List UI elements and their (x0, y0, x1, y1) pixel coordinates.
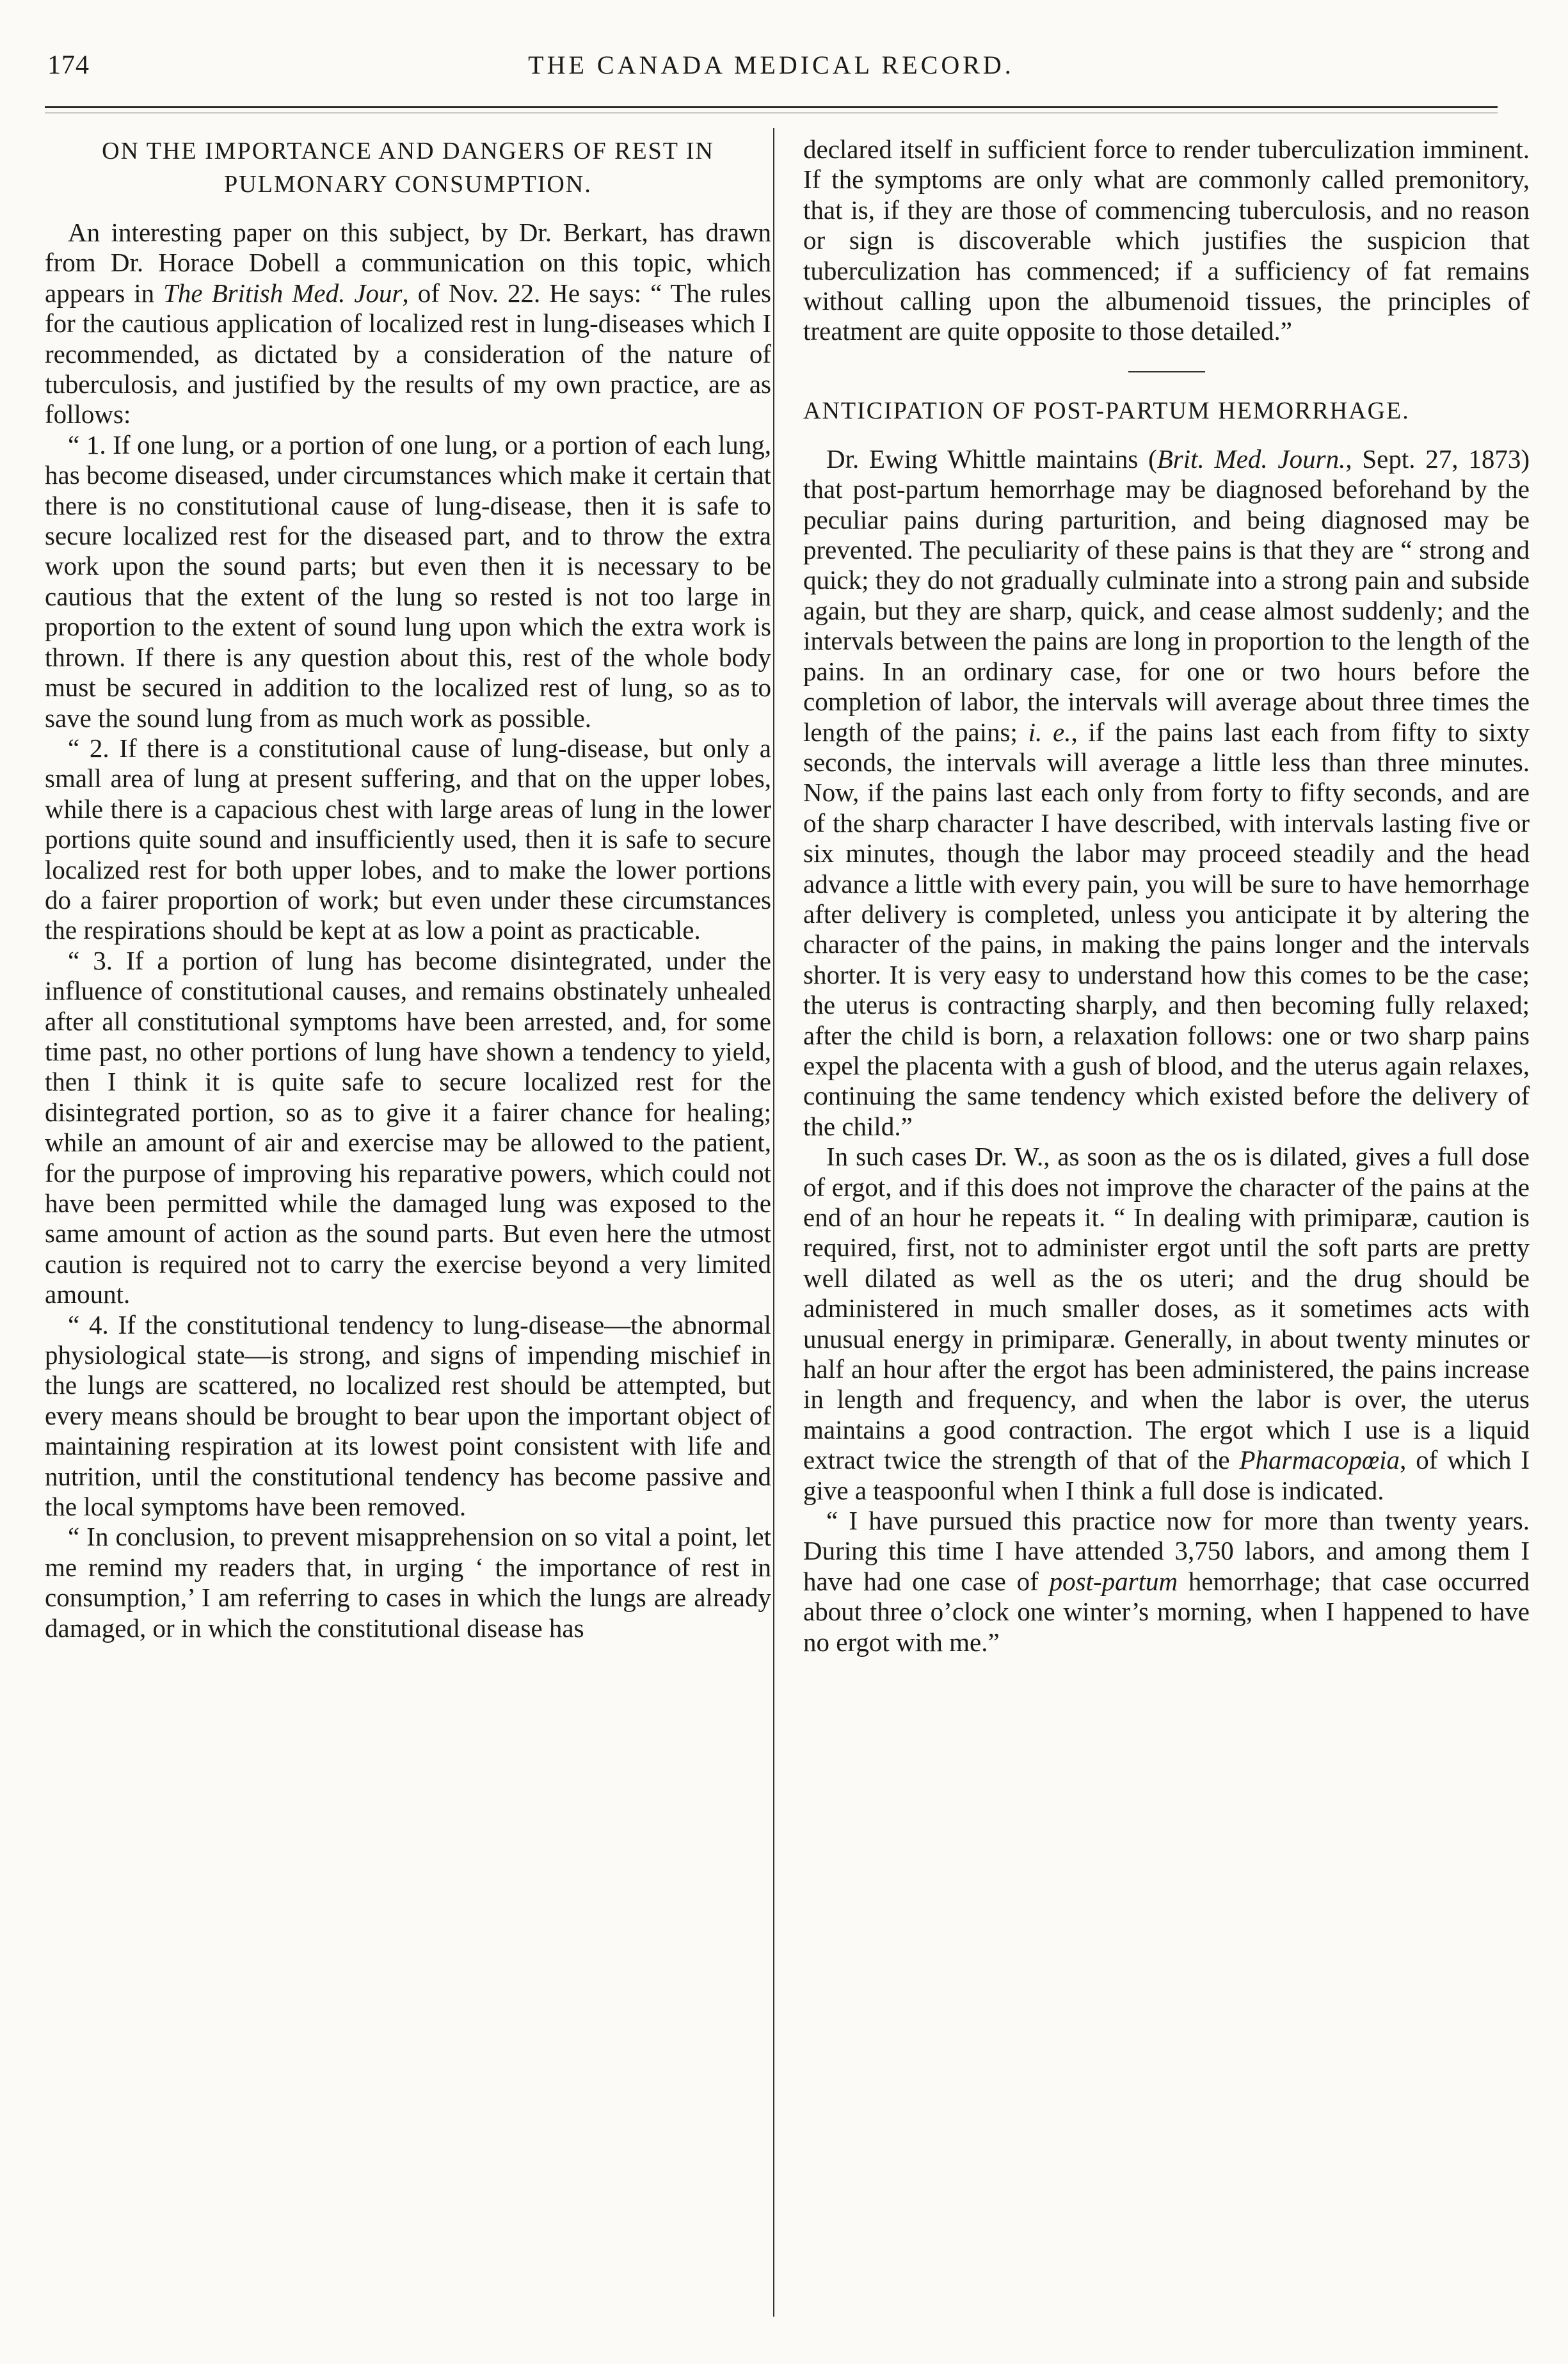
section-separator (1128, 371, 1205, 372)
article-title-rest-consumption: ON THE IMPORTANCE AND DANGERS OF REST IN PULMONARY CONSUMPTION. (102, 138, 714, 198)
journal-citation-bmj: Brit. Med. Journ. (1156, 443, 1346, 474)
ergot-text-a: In such cases Dr. W., as soon as the os is dilated, gives a full dose of ergot, and if this does not improve the character of the pains at the end of an hour he repeats it. “ In dealing with primiparæ, caution is required, first, not to administer ergot until the soft parts are pretty well dilated as well as the os uteri; and the drug should be administered in much smaller doses, as it sometimes acts with unusual energy in primiparæ. Generally, in about twenty minutes or half an hour after the ergot has been administered, the pains increase in length and frequency, and when the labor is over, the uterus maintains a good contraction. The ergot which I use is a liquid extract twice the strength of that of the (803, 1142, 1530, 1475)
whittle-text-c: , if the pains last each from fifty to sixty seconds, the intervals will average a little less than three minutes. Now, if the pains last each only from forty to fifty seconds, and are of the sharp character I have described, with intervals lasting five or six minutes, though the labor may proceed steadily and the head advance a little with every pain, you will be sure to have hemorrhage after delivery is completed, unless you anticipate it by altering the character of the pains, in making the pains longer and the intervals shorter. It is very easy to understand how this comes to be the case; the uterus is contracting sharply, and then becoming fully relaxed; after the child is born, a relaxation follows: one or two sharp pains expel the placenta with a gush of blood, and the uterus again relaxes, continuing the same tendency which existed before the delivery of the child.” (803, 717, 1530, 1141)
paragraph-rule-2: “ 2. If there is a constitutional cause of lung-disease, but only a small area of lung at present suffering, and that on the upper lobes, while there is a capacious chest with large areas of lung in the lower portions quite sound and insufficiently used, then it is safe to secure localized rest for both upper lobes, and to make the lower portions do a fairer proportion of work; but even under these circumstances the respirations should be kept at as low a point as practicable. (45, 733, 771, 945)
left-column (45, 134, 771, 1643)
journal-citation: The British Med. Jour (163, 278, 403, 308)
ergot-text-b: , of which I give a teaspoonful when I think a full dose is indicated. (803, 1445, 1530, 1505)
journal-title: THE CANADA MEDICAL RECORD. (528, 51, 1014, 79)
paragraph-practice (803, 1506, 1530, 1657)
paragraph-conclusion: “ In conclusion, to prevent misapprehension on so vital a point, let me remind my readers that, in urging ‘ the importance of rest in consumption,’ I am referring to cases in which the lungs are already damaged, or in which the constitutional disease has (45, 1522, 771, 1643)
post-partum-term: post-partum (1049, 1566, 1178, 1596)
page-number: 174 (47, 51, 90, 80)
paragraph-conclusion-continued: declared itself in sufficient force to render tuberculization imminent. If the symptoms are only what are commonly called premonitory, that is, if they are those of commencing tuberculosis, and no reason or sign is discoverable which justifies the suspicion that tuberculization has commenced; if a sufficiency of fat remains without calling upon the albumenoid tissues, the principles of treatment are quite opposite to those detailed.” (803, 134, 1530, 346)
paragraph-intro (45, 218, 771, 430)
article-title-post-partum: ANTICIPATION OF POST-PARTUM HEMORRHAGE. (803, 397, 1410, 424)
paragraph-rule-1: “ 1. If one lung, or a portion of one lung, or a portion of each lung, has become diseased, under circumstances which make it certain that there is no constitutional cause of lung-disease, then it is safe to secure localized rest for the diseased part, and to throw the extra work upon the sound parts; but even then it is necessary to be cautious that the extent of the lung so rested is not too large in proportion to the extent of sound lung upon which the extra work is thrown. If there is any question about this, rest of the whole body must be secured in addition to the localized rest of lung, so as to save the sound lung from as much work as possible. (45, 429, 771, 733)
practice-text-b: hemorrhage; that case occurred about three o’clock one winter’s morning, when I happened to have no ergot with me.” (803, 1566, 1530, 1657)
right-column (803, 134, 1530, 1657)
paragraph-rule-4: “ 4. If the constitutional tendency to lung-disease—the abnormal physiological state—is strong, and signs of impending mischief in the lungs are scattered, no localized rest should be attempted, but every means should be brought to bear upon the important object of maintaining respiration at its lowest point consistent with life and nutrition, until the constitutional tendency has become passive and the local symptoms have been removed. (45, 1309, 771, 1522)
paragraph-ergot (803, 1142, 1530, 1506)
header-rule (45, 106, 1498, 108)
paragraph-whittle (803, 444, 1530, 1142)
whittle-text-a: Dr. Ewing Whittle maintains ( (826, 443, 1157, 474)
running-head (45, 50, 1498, 91)
pharmacopoeia-ref: Pharmacopœia (1239, 1445, 1400, 1475)
ie-abbrev: i. e. (1028, 717, 1071, 747)
practice-text-a: “ I have pursued this practice now for more than twenty years. During this time I have attended 3,750 labors, and among them I have had one case of (803, 1506, 1530, 1596)
intro-text-a: An interesting paper on this subject, by Dr. Berkart, has drawn from Dr. Horace Dobell a communication on this topic, which appears in (45, 218, 771, 308)
column-divider (773, 128, 774, 2317)
intro-text-b: , of Nov. 22. He says: “ The rules for the cautious application of localized rest in lung-diseases which I recommended, as dictated by a consideration of the nature of tuberculosis, and justified by the results of my own practice, are as follows: (45, 278, 771, 429)
paragraph-rule-3: “ 3. If a portion of lung has become disintegrated, under the influence of constitutional causes, and remains obstinately unhealed after all constitutional symptoms have been arrested, and, for some time past, no other portions of lung have shown a tendency to yield, then I think it is quite safe to secure localized rest for the disintegrated portion, so as to give it a fairer chance for healing; while an amount of air and exercise may be allowed to the patient, for the purpose of improving his reparative powers, which could not have been permitted while the damaged lung was exposed to the same amount of action as the sound parts. But even here the utmost caution is required not to carry the exercise beyond a very limited amount. (45, 945, 771, 1309)
whittle-text-b: , Sept. 27, 1873) that post-partum hemorrhage may be diagnosed beforehand by the peculiar pains during parturition, and being diagnosed may be prevented. The peculiarity of these pains is that they are “ strong and quick; they do not gradually culminate into a strong pain and subside again, but they are sharp, quick, and cease almost suddenly; and the intervals between the pains are long in proportion to the length of the pains. In an ordinary case, for one or two hours before the completion of labor, the intervals will average about three times the length of the pains; (803, 443, 1530, 747)
